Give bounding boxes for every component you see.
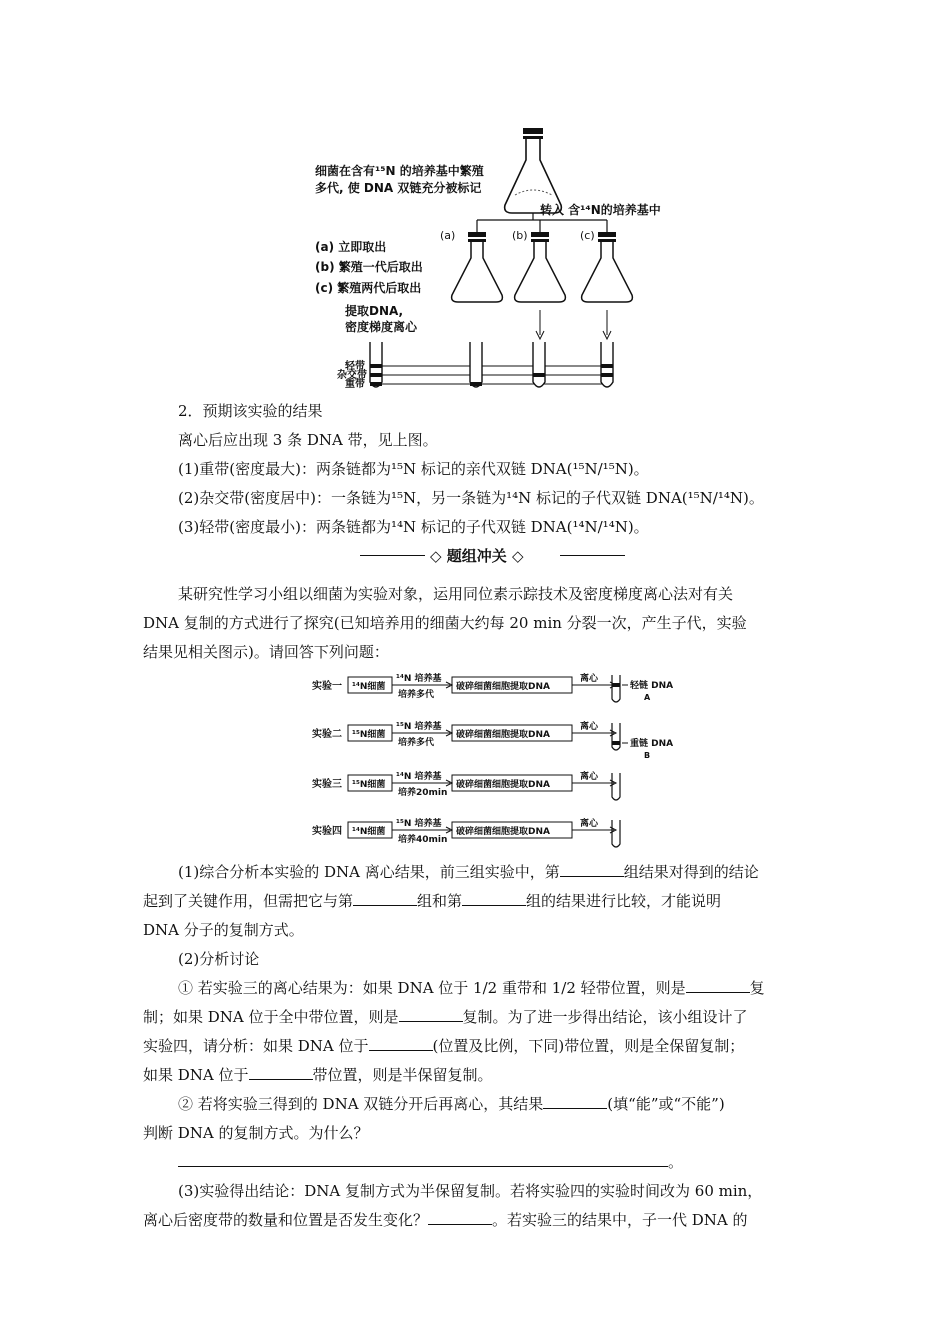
medium-label: ¹⁵N 培养基 [396,819,442,829]
tube-c [601,342,613,387]
band-light-label: 轻带 [345,361,365,372]
process-label: 破碎细菌细胞提取DNA [456,827,550,837]
tube-a [470,342,482,387]
q1-line3: DNA 分子的复制方式。 [143,921,304,939]
duration-label: 培养多代 [398,738,435,748]
section2-intro: 离心后应出现 3 条 DNA 带，见上图。 [178,431,438,449]
centrifuge-tube [612,675,620,702]
flask-b [515,232,566,302]
q3-line2: 离心后密度带的数量和位置是否发生变化？ 。若实验三的结果中，子一代 DNA 的 [143,1211,748,1229]
process-label: 破碎细菌细胞提取DNA [456,682,550,692]
q2-line5: ② 若将实验三得到的 DNA 双链分开后再离心，其结果 (填“能”或“不能”) [178,1095,725,1113]
section2-heading: 2．预期该实验的结果 [178,402,323,420]
flask-b-label: (b) [512,229,528,242]
strain-label: ¹⁴N细菌 [352,827,386,837]
q2-line3: 实验四，请分析：如果 DNA 位于 (位置及比例，下同)带位置，则是全保留复制； [143,1037,745,1055]
parent-flask [505,128,562,213]
step-a: (a) 立即取出 [315,240,387,254]
q2-line1: ① 若实验三的离心结果为：如果 DNA 位于 1/2 重带和 1/2 轻带位置，则是 复 [178,979,765,997]
flask-c-label: (c) [580,229,595,242]
q1-blank-1[interactable] [560,862,624,877]
spin-label: 离心 [580,772,599,782]
q2-blank-4[interactable] [249,1065,313,1080]
centrifuge-tube [612,723,620,750]
q2-answer-blank[interactable] [178,1152,668,1167]
duration-label: 培养40min [398,835,448,845]
q2-blank-2[interactable] [399,1007,463,1022]
flask-a [452,232,503,302]
q2-line2: 制；如果 DNA 位于全中带位置，则是 复制。为了进一步得出结论，该小组设计了 [143,1008,748,1026]
exp-row-label: 实验二 [312,729,342,740]
strain-label: ¹⁵N细菌 [352,730,386,740]
fig1-top-label-1: 细菌在含有¹⁵N 的培养基中繁殖 [315,164,484,178]
centrifuge-tube [612,820,620,847]
result-letter: A [644,693,651,702]
spin-label: 离心 [580,722,599,732]
divider-right [560,555,625,556]
q1-blank-2[interactable] [353,891,417,906]
q2-line7: 。 [178,1152,683,1172]
extract-label-1: 提取DNA, [345,304,404,318]
intro-line2: DNA 复制的方式进行了探究(已知培养用的细菌大约每 20 min 分裂一次，产生子代，实验 [143,614,747,632]
q2-blank-5[interactable] [543,1094,607,1109]
q1-blank-3[interactable] [462,891,526,906]
result-label: 重链 DNA [630,739,674,749]
q2-line4: 如果 DNA 位于 带位置，则是半保留复制。 [143,1066,493,1084]
exp-row-label: 实验三 [312,779,342,790]
q2-blank-3[interactable] [369,1036,433,1051]
duration-label: 培养20min [398,788,448,798]
q2-heading: (2)分析讨论 [178,950,260,968]
band-hybrid-label: 杂交带 [337,370,367,381]
divider-left [360,555,425,556]
step-b: (b) 繁殖一代后取出 [315,260,423,274]
extract-label-2: 密度梯度离心 [345,320,418,334]
q1-line2: 起到了关键作用，但需把它与第 组和第 组的结果进行比较，才能说明 [143,892,722,910]
flask-a-label: (a) [440,229,456,242]
process-label: 破碎细菌细胞提取DNA [456,780,550,790]
section2-item1: (1)重带(密度最大)：两条链都为¹⁵N 标记的亲代双链 DNA(¹⁵N/¹⁵N)。 [178,460,649,478]
flask-c [582,232,633,302]
medium-label: ¹⁴N 培养基 [396,772,442,782]
result-label: 轻链 DNA [630,681,674,691]
q2-line6: 判断 DNA 的复制方式。为什么？ [143,1124,369,1142]
centrifuge-tube [612,773,620,800]
exp-row-label: 实验一 [312,681,342,692]
dna-band [612,741,620,745]
section2-item2: (2)杂交带(密度居中)：一条链为¹⁵N，另一条链为¹⁴N 标记的子代双链 DNA(¹⁵N/¹⁴N)。 [178,489,764,507]
q3-blank-1[interactable] [428,1210,492,1225]
figure-experiment-flow [300,670,720,850]
dna-band [612,683,620,687]
divider-title: ◇ 题组冲关 ◇ [430,547,524,565]
band-heavy-label: 重带 [345,379,365,390]
q3-line1: (3)实验得出结论：DNA 复制方式为半保留复制。若将实验四的实验时间改为 60 min， [178,1182,763,1200]
strain-label: ¹⁵N细菌 [352,780,386,790]
strain-label: ¹⁴N细菌 [352,682,386,692]
spin-label: 离心 [580,674,599,684]
section2-item3: (3)轻带(密度最小)：两条链都为¹⁴N 标记的子代双链 DNA(¹⁴N/¹⁴N)。 [178,518,649,536]
spin-label: 离心 [580,819,599,829]
tube-reference [370,342,382,387]
exp-row-label: 实验四 [312,826,342,837]
intro-line1: 某研究性学习小组以细菌为实验对象，运用同位素示踪技术及密度梯度离心法对有关 [178,585,734,603]
q2-blank-1[interactable] [686,978,750,993]
medium-label: ¹⁴N 培养基 [396,674,442,684]
process-label: 破碎细菌细胞提取DNA [456,730,550,740]
fig1-top-label-2: 多代, 使 DNA 双链充分被标记 [315,181,482,195]
duration-label: 培养多代 [398,690,435,700]
intro-line3: 结果见相关图示)。请回答下列问题： [143,643,389,661]
result-letter: B [644,751,651,760]
tube-b [533,342,545,387]
q1-line1: (1)综合分析本实验的 DNA 离心结果，前三组实验中，第 组结果对得到的结论 [178,863,759,881]
medium-label: ¹⁵N 培养基 [396,722,442,732]
fig1-transfer-label: 转入 含¹⁴N的培养基中 [540,203,661,217]
figure-flask-experiment [300,120,720,395]
step-c: (c) 繁殖两代后取出 [315,281,422,295]
